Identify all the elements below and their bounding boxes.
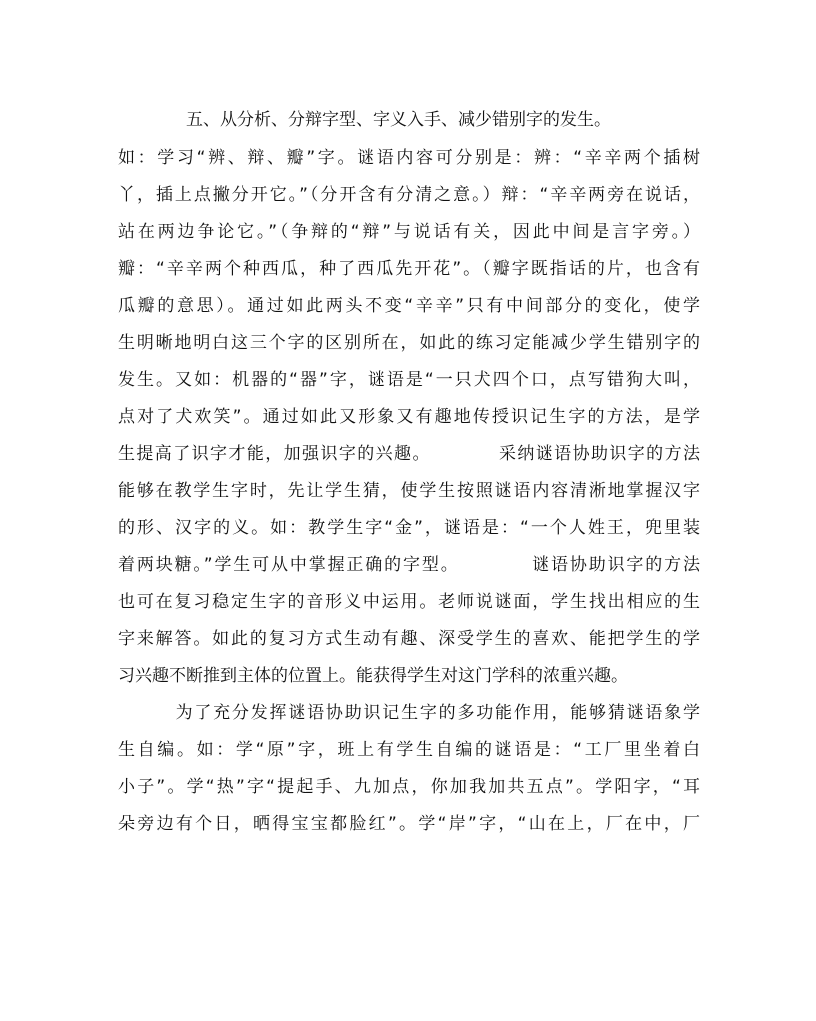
body-line: 生自编。如：学“原”字，班上有学生自编的谜语是：“工厂里坐着白 bbox=[118, 740, 700, 760]
body-line: 点对了犬欢笑”。通过如此又形象又有趣地传授识记生字的方法，是学 bbox=[118, 407, 700, 427]
body-line: 着两块糖。”学生可从中掌握正确的字型。 谜语协助识字的方法 bbox=[118, 555, 700, 575]
body-line: 也可在复习稳定生字的音形义中运用。老师说谜面，学生找出相应的生 bbox=[118, 592, 700, 612]
body-line: 瓜瓣的意思）。通过如此两头不变“辛辛”只有中间部分的变化，使学 bbox=[118, 296, 700, 316]
body-line: 瓣：“辛辛两个种西瓜，种了西瓜先开花”。（瓣字既指话的片，也含有 bbox=[118, 259, 700, 279]
body-line: 站在两边争论它。”（争辩的“辩”与说话有关，因此中间是言字旁。） bbox=[118, 222, 700, 242]
body-line: 丫，插上点撇分开它。”（分开含有分清之意。）辩：“辛辛两旁在说话， bbox=[118, 185, 700, 205]
section-heading: 五、从分析、分辩字型、字义入手、减少错别字的发生。 bbox=[186, 110, 611, 130]
body-line: 生提高了识字才能，加强识字的兴趣。 采纳谜语协助识字的方法 bbox=[118, 444, 700, 464]
body-line: 如：学习“辨、辩、瓣”字。谜语内容可分别是：辨：“辛辛两个插树 bbox=[118, 148, 700, 168]
body-line: 字来解答。如此的复习方式生动有趣、深受学生的喜欢、能把学生的学 bbox=[118, 629, 700, 649]
body-line: 发生。又如：机器的“器”字，谜语是“一只犬四个口，点写错狗大叫， bbox=[118, 370, 700, 390]
body-line: 小子”。学“热”字“提起手、九加点，你加我加共五点”。学阳字，“耳 bbox=[118, 777, 700, 797]
body-line: 生明晰地明白这三个字的区别所在，如此的练习定能减少学生错别字的 bbox=[118, 333, 700, 353]
body-line: 为了充分发挥谜语协助识记生字的多功能作用，能够猜谜语象学 bbox=[118, 703, 700, 723]
body-line: 的形、汉字的义。如：教学生字“金”，谜语是：“一个人姓王，兜里装 bbox=[118, 518, 700, 538]
body-line: 朵旁边有个日，晒得宝宝都脸红”。学“岸”字，“山在上，厂在中，厂 bbox=[118, 814, 700, 834]
body-line: 习兴趣不断推到主体的位置上。能获得学生对这门学科的浓重兴趣。 bbox=[118, 666, 628, 686]
body-line: 能够在教学生字时，先让学生猜，使学生按照谜语内容清淅地掌握汉字 bbox=[118, 481, 700, 501]
